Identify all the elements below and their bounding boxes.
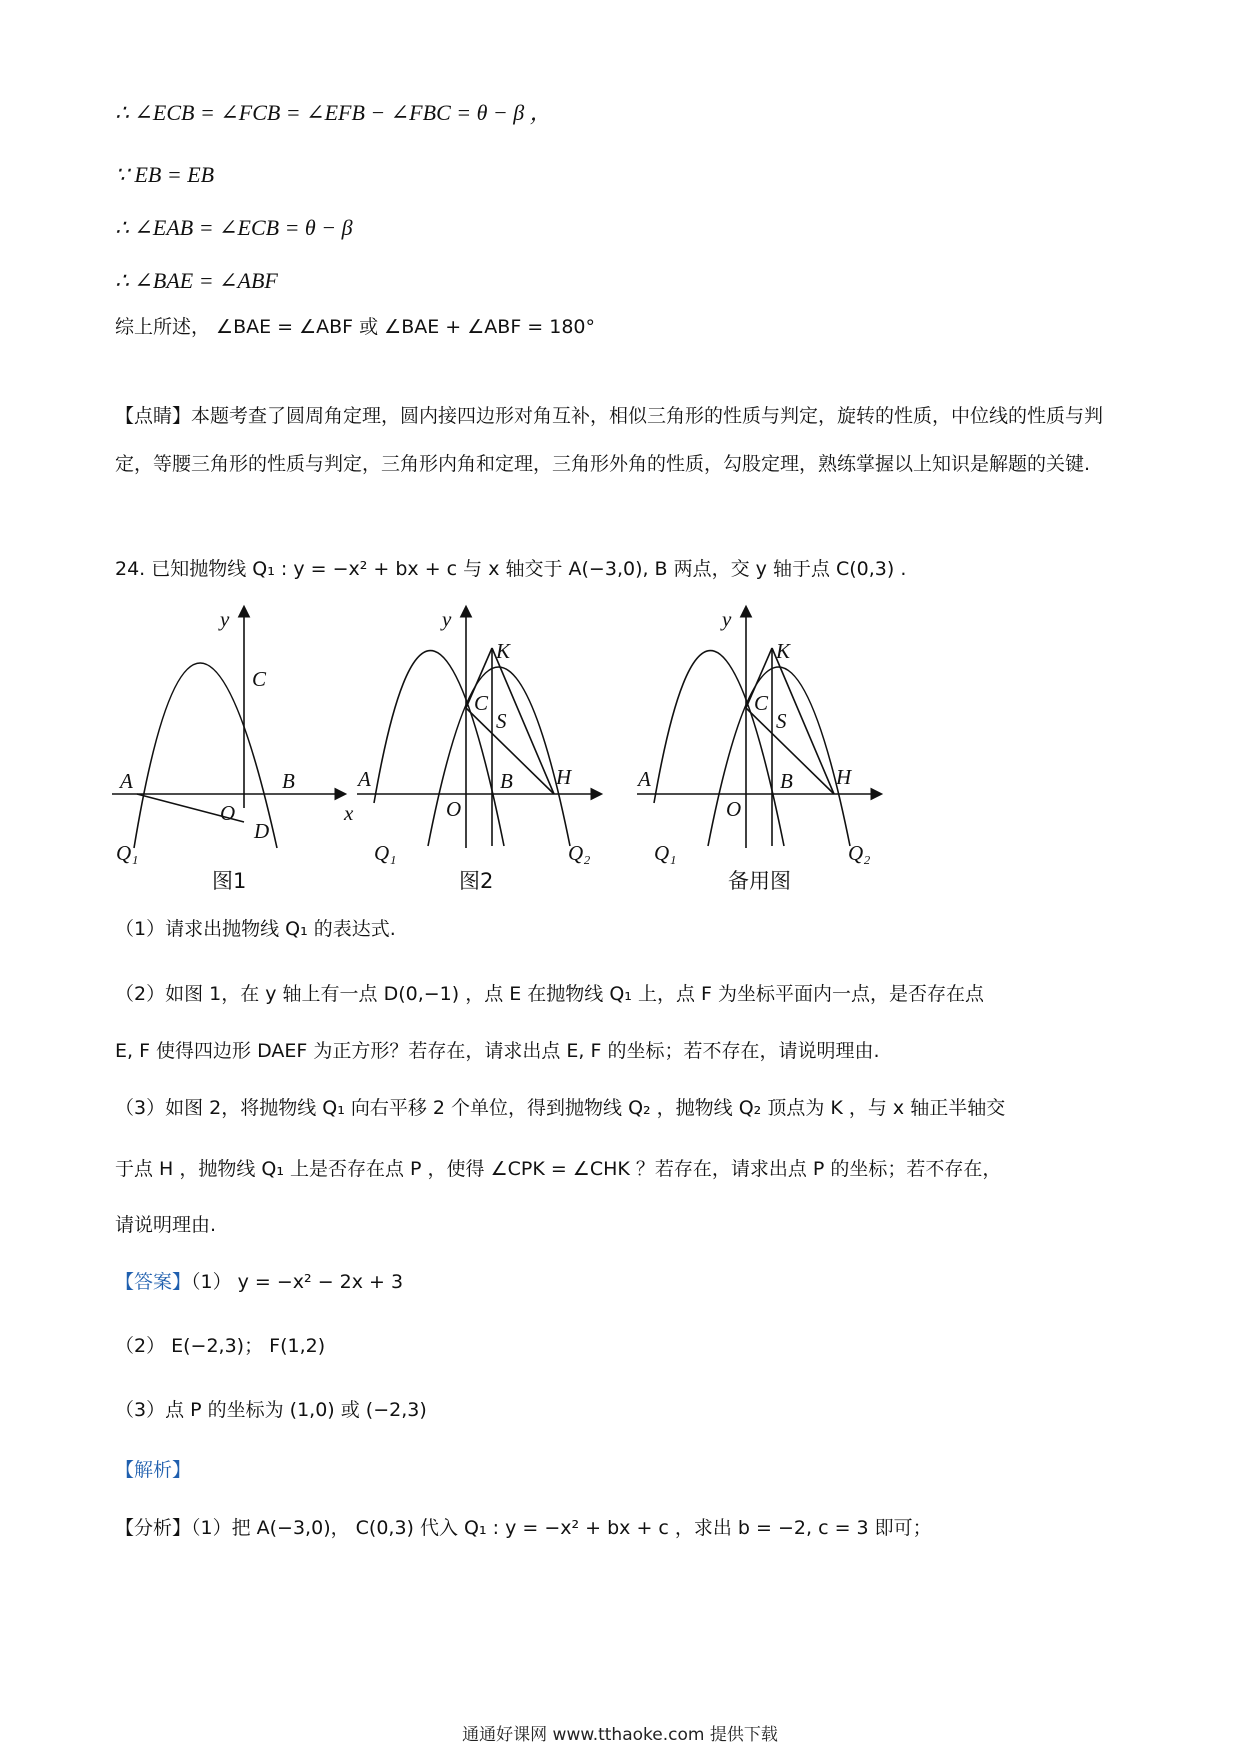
dianjing-text: 本题考查了圆周角定理，圆内接四边形对角互补，相似三角形的性质与判定，旋转的性质，中位线的性质与判定，等腰三角形的性质与判定，三角形内角和定理，三角形外角的性质，勾股定理，熟练掌握以上知识是解题的关键.	[115, 405, 1104, 475]
fig2-label-o: O	[446, 797, 462, 821]
proof-line-4: ∴ ∠BAE = ∠ABF	[115, 268, 278, 293]
fig3-label-k: K	[776, 639, 791, 663]
fig1-label-b: B	[282, 769, 295, 793]
fig1-label-y: y	[220, 607, 230, 631]
question-2-line-1: （2）如图 1，在 y 轴上有一点 D(0,−1) ，点 E 在抛物线 Q₁ 上，点 F 为坐标平面内一点，是否存在点	[115, 983, 984, 1005]
fig3-label-h: H	[836, 765, 852, 789]
dianjing-tag: 【点睛】	[115, 405, 192, 427]
fig3-label-c: C	[754, 691, 769, 715]
fig2-label-s: S	[496, 709, 507, 733]
fig2-label-c: C	[474, 691, 489, 715]
fig3-label-o: O	[726, 797, 742, 821]
fig2-label-k: K	[496, 639, 511, 663]
fig3-label-a: A	[638, 767, 651, 791]
fig1-label-c: C	[252, 667, 267, 691]
fig2-label-b: B	[500, 769, 513, 793]
fig3-label-q2: Q₂	[848, 841, 871, 865]
answer-line-1	[115, 1267, 403, 1297]
fig2-label-q1: Q₁	[374, 841, 397, 865]
proof-line-3: ∴ ∠EAB = ∠ECB = θ − β	[115, 215, 353, 240]
fenxi-tag: 【分析】	[115, 1517, 192, 1539]
analysis-tag: 【解析】	[115, 1459, 192, 1481]
answer-line-3: （3）点 P 的坐标为 (1,0) 或 (−2,3)	[115, 1399, 427, 1421]
figure-2	[357, 608, 600, 848]
fig2-label-q2: Q₂	[568, 841, 591, 865]
question-3-line-3: 请说明理由.	[115, 1214, 217, 1236]
fig2-label-h: H	[556, 765, 572, 789]
fig1-label-q1: Q₁	[116, 841, 139, 865]
fig3-parabola-q1	[654, 651, 784, 846]
figure-3	[637, 608, 880, 848]
question-3-line-2: 于点 H ，抛物线 Q₁ 上是否存在点 P ，使得 ∠CPK = ∠CHK ？若存在，请求出点 P 的坐标；若不存在，	[115, 1158, 1002, 1180]
answer-1: （1） y = −x² − 2x + 3	[191, 1271, 404, 1293]
proof-line-1: ∴ ∠ECB = ∠FCB = ∠EFB − ∠FBC = θ − β ，	[115, 100, 552, 125]
question-2-line-2: E, F 使得四边形 DAEF 为正方形？若存在，请求出点 E, F 的坐标；若不存在，请说明理由.	[115, 1040, 880, 1062]
fig1-label-a: A	[120, 769, 133, 793]
fig3-label-q1: Q₁	[654, 841, 677, 865]
fig2-parabola-q1	[374, 651, 504, 846]
answer-tag: 【答案】	[115, 1271, 192, 1293]
fig3-label-b: B	[780, 769, 793, 793]
figures-row	[112, 598, 992, 898]
question-1: （1）请求出抛物线 Q₁ 的表达式.	[115, 918, 396, 940]
proof-line-2: ∵ EB = EB	[115, 162, 215, 187]
dianjing-paragraph	[115, 392, 1125, 488]
question-3-line-1: （3）如图 2，将抛物线 Q₁ 向右平移 2 个单位，得到抛物线 Q₂ ，抛物线 Q₂ 顶点为 K ，与 x 轴正半轴交	[115, 1097, 1006, 1119]
fenxi-line	[115, 1513, 932, 1543]
problem-stem: 24. 已知抛物线 Q₁ : y = −x² + bx + c 与 x 轴交于 A(−3,0), B 两点，交 y 轴于点 C(0,3) .	[115, 558, 907, 580]
fenxi-text: （1）把 A(−3,0)， C(0,3) 代入 Q₁ : y = −x² + bx + c ，求出 b = −2, c = 3 即可；	[191, 1517, 932, 1539]
fig1-label-o: O	[220, 801, 236, 825]
answer-line-2: （2） E(−2,3)； F(1,2)	[115, 1335, 326, 1357]
fig1-label-x: x	[344, 801, 354, 825]
fig1-caption: 图1	[212, 869, 247, 893]
fig2-label-a: A	[358, 767, 371, 791]
fig3-label-y: y	[722, 607, 732, 631]
conclusion-line: 综上所述， ∠BAE = ∠ABF 或 ∠BAE + ∠ABF = 180°	[115, 316, 596, 338]
footer-watermark: 通通好课网 www.tthaoke.com 提供下载	[462, 1725, 778, 1745]
fig2-label-y: y	[442, 607, 452, 631]
fig2-caption: 图2	[459, 869, 494, 893]
fig3-caption: 备用图	[728, 869, 791, 893]
figures-svg	[112, 598, 992, 898]
fig3-label-s: S	[776, 709, 787, 733]
fig1-label-d: D	[254, 819, 270, 843]
